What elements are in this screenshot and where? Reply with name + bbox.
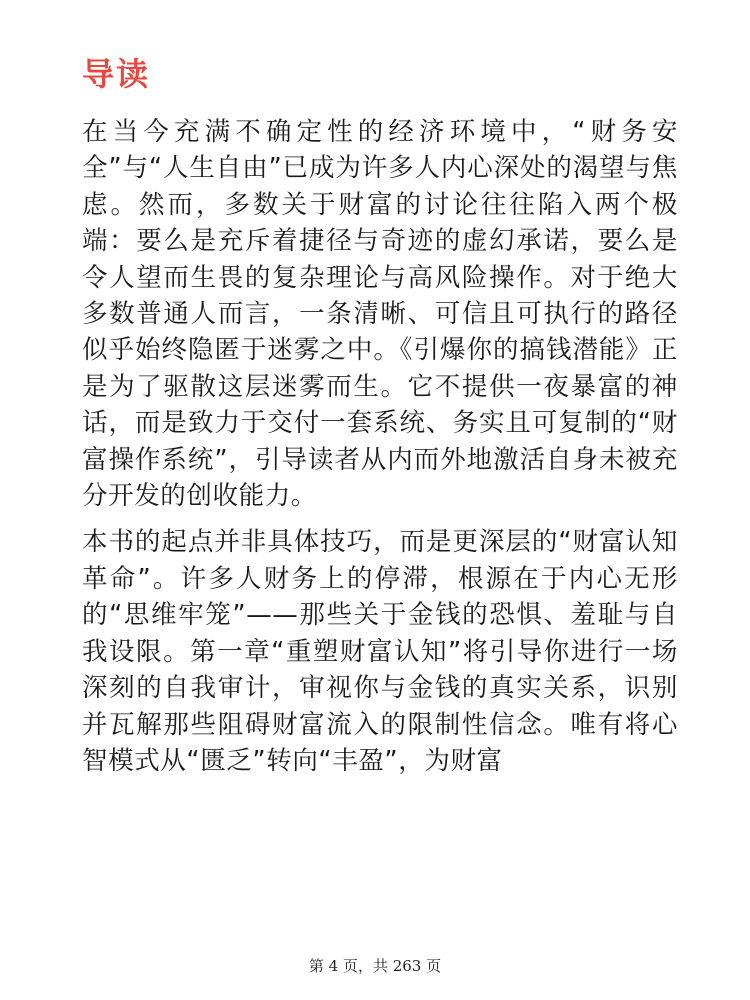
section-heading: 导读 bbox=[82, 55, 151, 93]
paragraph-cognition: 本书的起点并非具体技巧，而是更深层的“财富认知革命”。许多人财务上的停滞，根源在于内心无形的“思维牢笼”——那些关于金钱的恐惧、羞耻与自我设限。第一章“重塑财富认知”将引导你进行一场深刻的自我审计，审视你与金钱的真实关系，识别并瓦解那些阻碍财富流入的限制性信念。唯有将心智模式从“匮乏”转向“丰盈”，为财富 bbox=[82, 527, 678, 776]
body-text bbox=[82, 114, 678, 779]
page-number-footer: 第 4 页，共 263 页 bbox=[308, 957, 442, 975]
paragraph-intro: 在当今充满不确定性的经济环境中，“财务安全”与“人生自由”已成为许多人内心深处的渴望与焦虑。然而，多数关于财富的讨论往往陷入两个极端：要么是充斥着捷径与奇迹的虚幻承诺，要么是令人望而生畏的复杂理论与高风险操作。对于绝大多数普通人而言，一条清晰、可信且可执行的路径似乎始终隐匿于迷雾之中。《引爆你的搞钱潜能》正是为了驱散这层迷雾而生。它不提供一夜暴富的神话，而是致力于交付一套系统、务实且可复制的“财富操作系统”，引导读者从内而外地激活自身未被充分开发的创收能力。 bbox=[82, 117, 678, 512]
